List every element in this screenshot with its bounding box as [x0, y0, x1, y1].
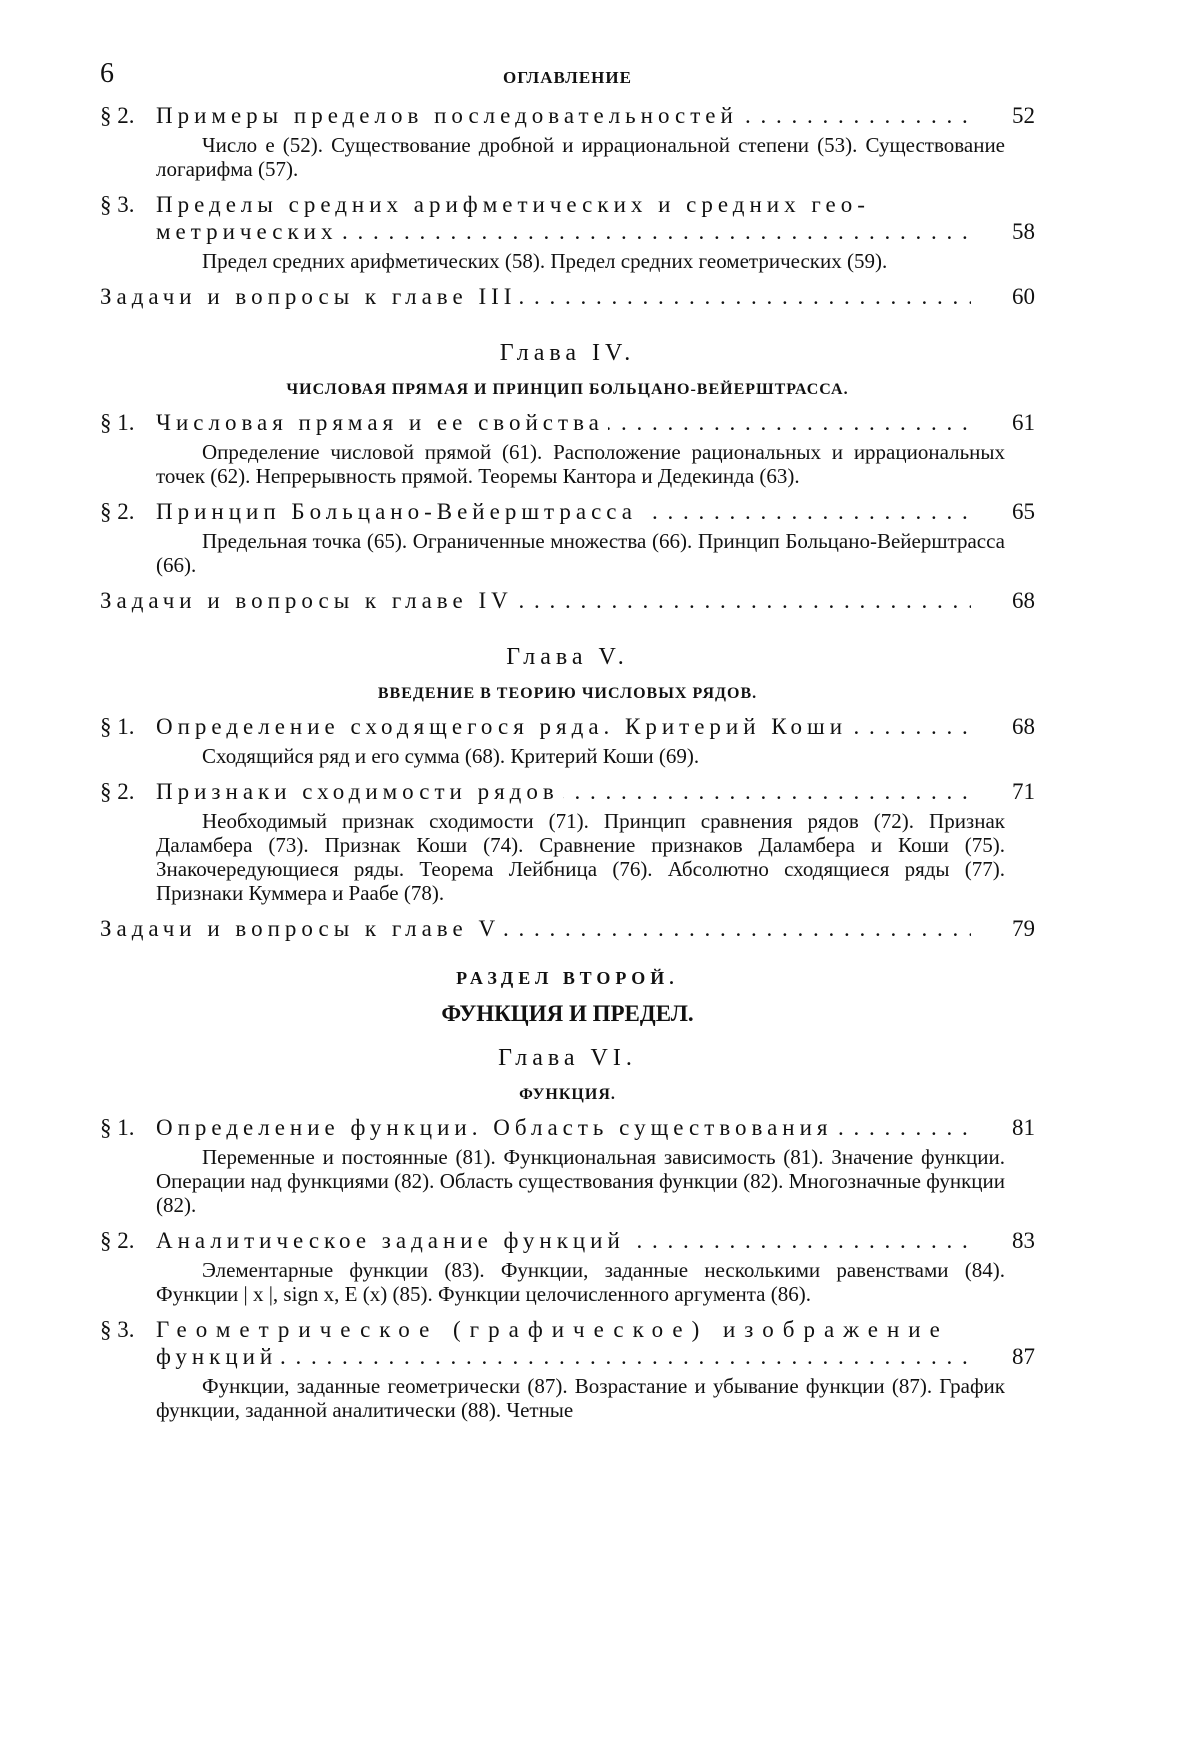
- section-description: Переменные и постоянные (81). Функциональная зависимость (81). Значение функции. Операции над функциями (82). Область существования функции (82). Многозначные функции (82).: [156, 1145, 1005, 1217]
- section-title-cont: метрических: [156, 219, 341, 244]
- section-number: § 2.: [100, 103, 135, 128]
- part-label: РАЗДЕЛ ВТОРОЙ.: [456, 968, 679, 988]
- toc-entry-tasks[interactable]: [100, 283, 1035, 310]
- section-number: § 1.: [100, 1115, 135, 1140]
- toc-entry-tasks[interactable]: [100, 587, 1035, 614]
- page-ref: 58: [1012, 219, 1035, 244]
- section-title: Определение сходящегося ряда. Критерий Коши: [156, 714, 851, 739]
- tasks-title: Задачи и вопросы к главе IV: [100, 588, 517, 613]
- page-ref: 65: [1012, 499, 1035, 524]
- section-number: § 1.: [100, 410, 135, 435]
- chapter-subtitle: ЧИСЛОВАЯ ПРЯМАЯ И ПРИНЦИП БОЛЬЦАНО-ВЕЙЕРШТРАССА.: [286, 381, 849, 398]
- section-number: § 2.: [100, 1228, 135, 1253]
- page-header: [100, 58, 1035, 102]
- section-description: Определение числовой прямой (61). Расположение рациональных и иррациональных точек (62). Непрерывность прямой. Теоремы Кантора и Дедекинда (63).: [156, 440, 1005, 488]
- page-ref: 60: [1012, 284, 1035, 309]
- section-title: Определение функции. Область существования: [156, 1115, 836, 1140]
- section-description: Предельная точка (65). Ограниченные множества (66). Принцип Больцано-Вейерштрасса (66).: [156, 529, 1005, 577]
- section-number: § 3.: [100, 192, 135, 217]
- chapter-subtitle: ВВЕДЕНИЕ В ТЕОРИЮ ЧИСЛОВЫХ РЯДОВ.: [377, 685, 758, 702]
- section-title: Примеры пределов последовательностей: [156, 103, 742, 128]
- section-title: Признаки сходимости рядов: [156, 779, 563, 804]
- section-title: Пределы средних арифметических и средних гео-: [156, 192, 870, 217]
- chapter-heading: Глава VI.: [498, 1045, 637, 1071]
- tasks-title: Задачи и вопросы к главе III: [100, 284, 520, 309]
- page-ref: 81: [1012, 1115, 1035, 1140]
- section-title: Аналитическое задание функций: [156, 1228, 629, 1253]
- toc-entry[interactable]: [100, 498, 1035, 577]
- section-title-cont: функций: [156, 1344, 281, 1369]
- page-ref: 79: [1012, 916, 1035, 941]
- section-number: § 1.: [100, 714, 135, 739]
- section-number: § 3.: [100, 1317, 135, 1342]
- page-ref: 52: [1012, 103, 1035, 128]
- chapter-subtitle: ФУНКЦИЯ.: [519, 1086, 616, 1103]
- section-description: Число e (52). Существование дробной и иррациональной степени (53). Существование логарифма (57).: [156, 133, 1005, 181]
- running-title: ОГЛАВЛЕНИЕ: [503, 68, 632, 87]
- toc-entry-tasks[interactable]: [100, 915, 1035, 942]
- tasks-title: Задачи и вопросы к главе V: [100, 916, 504, 941]
- page-ref: 71: [1012, 779, 1035, 804]
- toc-entry[interactable]: [100, 1114, 1035, 1217]
- section-number: § 2.: [100, 499, 135, 524]
- toc-entry[interactable]: [100, 409, 1035, 488]
- page-ref: 68: [1012, 588, 1035, 613]
- section-description: Предел средних арифметических (58). Предел средних геометрических (59).: [202, 249, 888, 273]
- section-number: § 2.: [100, 779, 135, 804]
- toc-entry[interactable]: [100, 1227, 1035, 1306]
- page-ref: 87: [1012, 1344, 1035, 1369]
- section-description: Необходимый признак сходимости (71). Принцип сравнения рядов (72). Признак Даламбера (73). Признак Коши (74). Сравнение признаков Даламбера и Коши (75). Знакочередующиеся ряды. Теорема Лейбница (76). Абсолютно сходящиеся ряды (77). Признаки Куммера и Раабе (78).: [156, 809, 1005, 905]
- toc-entry[interactable]: [100, 713, 1035, 768]
- toc-entry[interactable]: [100, 1316, 1035, 1422]
- page-number: 6: [100, 58, 114, 89]
- section-title: Принцип Больцано-Вейерштрасса: [156, 499, 641, 524]
- section-description: Сходящийся ряд и его сумма (68). Критерий Коши (69).: [202, 744, 700, 768]
- part-title: ФУНКЦИЯ И ПРЕДЕЛ.: [441, 1001, 694, 1026]
- toc-entry[interactable]: [100, 102, 1035, 181]
- page-ref: 68: [1012, 714, 1035, 739]
- section-description: Функции, заданные геометрически (87). Возрастание и убывание функции (87). График функции, заданной аналитически (88). Четные: [156, 1374, 1005, 1422]
- toc-entry[interactable]: [100, 778, 1035, 905]
- chapter-heading: Глава IV.: [499, 340, 636, 366]
- toc-page: [100, 58, 1035, 1422]
- chapter-heading: Глава V.: [506, 644, 629, 670]
- page-ref: 61: [1012, 410, 1035, 435]
- section-title: Числовая прямая и ее свойства: [156, 410, 608, 435]
- page-ref: 83: [1012, 1228, 1035, 1253]
- toc-entry[interactable]: [100, 191, 1035, 273]
- section-description: Элементарные функции (83). Функции, заданные несколькими равенствами (84). Функции | x |, sign x, E (x) (85). Функции целочисленного аргумента (86).: [156, 1258, 1005, 1306]
- section-title: Геометрическое (графическое) изображение: [156, 1317, 949, 1342]
